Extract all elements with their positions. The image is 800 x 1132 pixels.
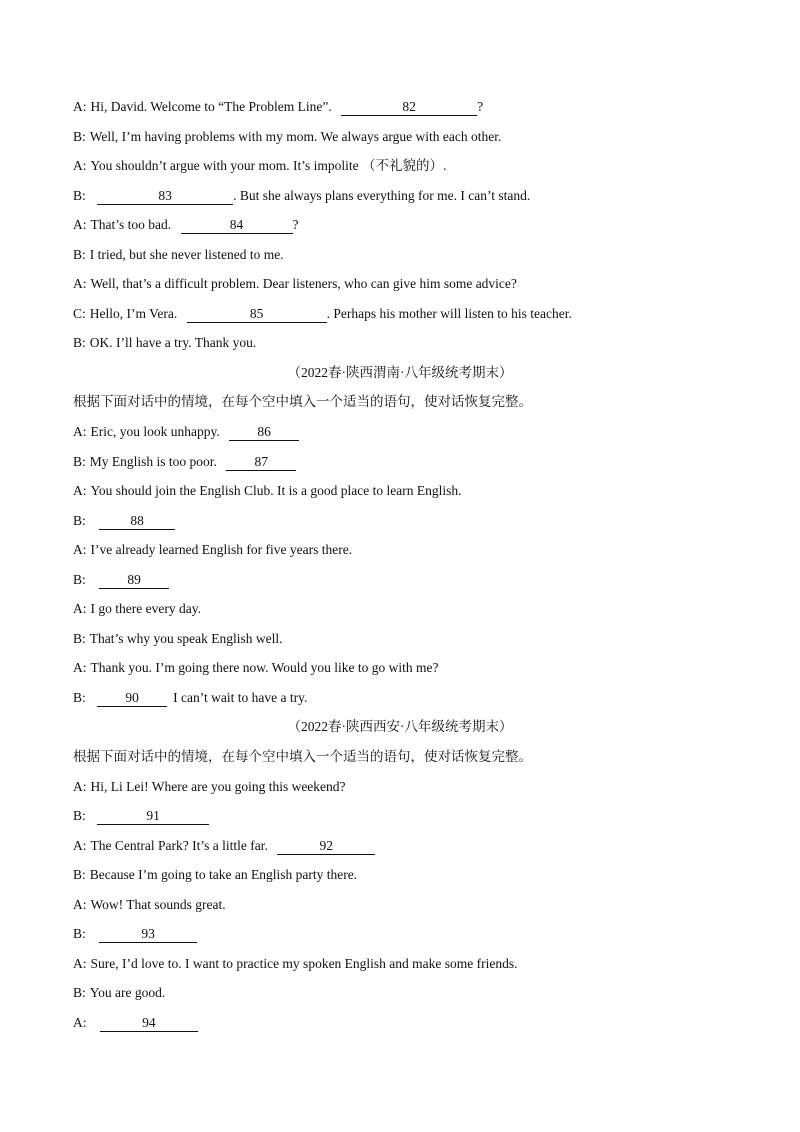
dialogue-line xyxy=(73,895,760,915)
dialogue-line xyxy=(73,1013,760,1033)
dialogue-line xyxy=(73,629,760,649)
line-text: Sure, I’d love to. I want to practice my spoken English and make some friends. xyxy=(90,956,518,971)
line-text: You shouldn’t argue with your mom. It’s impolite （不礼貌的）. xyxy=(90,158,447,173)
speaker-label: A: xyxy=(73,897,87,912)
dialogue-line xyxy=(73,688,760,708)
dialogue-line xyxy=(73,658,760,678)
speaker-label: A: xyxy=(73,779,87,794)
line-text-after: . Perhaps his mother will listen to his teacher. xyxy=(326,306,572,321)
line-text-after: . But she always plans everything for me. I can’t stand. xyxy=(233,188,531,203)
speaker-label: B: xyxy=(73,335,86,350)
dialogue-line xyxy=(73,215,760,235)
speaker-label: A: xyxy=(73,99,87,114)
speaker-label: B: xyxy=(73,808,86,823)
speaker-label: A: xyxy=(73,158,87,173)
line-text: I’ve already learned English for five years there. xyxy=(90,542,353,557)
speaker-label: A: xyxy=(73,217,87,232)
dialogue-line xyxy=(73,806,760,826)
dialogue-line xyxy=(73,570,760,590)
line-text: My English is too poor. xyxy=(89,454,217,469)
line-text: Well, I’m having problems with my mom. We always argue with each other. xyxy=(89,129,502,144)
answer-blank[interactable]: 89 xyxy=(99,572,169,589)
line-text: That’s why you speak English well. xyxy=(89,631,283,646)
speaker-label: B: xyxy=(73,867,86,882)
dialogue-line xyxy=(73,599,760,619)
dialogue-line xyxy=(73,127,760,147)
line-text: Hi, Li Lei! Where are you going this weekend? xyxy=(90,779,346,794)
answer-blank[interactable]: 87 xyxy=(226,454,296,471)
line-text: I tried, but she never listened to me. xyxy=(89,247,284,262)
dialogue-line xyxy=(73,274,760,294)
speaker-label: B: xyxy=(73,631,86,646)
dialogue-line xyxy=(73,245,760,265)
speaker-label: A: xyxy=(73,838,87,853)
line-text: Wow! That sounds great. xyxy=(90,897,226,912)
speaker-label: B: xyxy=(73,247,86,262)
dialogue-line xyxy=(73,777,760,797)
dialogue-line xyxy=(73,422,760,442)
speaker-label: B: xyxy=(73,690,86,705)
answer-blank[interactable]: 86 xyxy=(229,424,299,441)
line-text: The Central Park? It’s a little far. xyxy=(90,838,268,853)
speaker-label: A: xyxy=(73,542,87,557)
speaker-label: A: xyxy=(73,483,87,498)
line-text: Because I’m going to take an English party there. xyxy=(89,867,358,882)
speaker-label: A: xyxy=(73,660,87,675)
speaker-label: B: xyxy=(73,513,86,528)
speaker-label: A: xyxy=(73,956,87,971)
dialogue-line xyxy=(73,954,760,974)
speaker-label: B: xyxy=(73,572,86,587)
line-text-after: I can’t wait to have a try. xyxy=(173,690,308,705)
line-text: OK. I’ll have a try. Thank you. xyxy=(89,335,257,350)
dialogue-line xyxy=(73,540,760,560)
line-text: Hi, David. Welcome to “The Problem Line”. xyxy=(90,99,332,114)
answer-blank[interactable]: 83 xyxy=(97,188,233,205)
line-text: Eric, you look unhappy. xyxy=(90,424,220,439)
exam-source: （2022春·陕西西安·八年级统考期末） xyxy=(287,719,513,734)
speaker-label: A: xyxy=(73,424,87,439)
answer-blank[interactable]: 84 xyxy=(181,217,293,234)
answer-blank[interactable]: 91 xyxy=(97,808,209,825)
dialogue-line xyxy=(73,97,760,117)
speaker-label: A: xyxy=(73,1015,87,1030)
line-text-after: ? xyxy=(292,217,299,232)
dialogue-line xyxy=(73,924,760,944)
dialogue-line xyxy=(73,481,760,501)
line-text: Thank you. I’m going there now. Would you like to go with me? xyxy=(90,660,439,675)
line-text-after: ? xyxy=(477,99,484,114)
line-text: I go there every day. xyxy=(90,601,201,616)
dialogue-line xyxy=(73,511,760,531)
answer-blank[interactable]: 82 xyxy=(341,99,477,116)
dialogue-line xyxy=(73,452,760,472)
dialogue-line xyxy=(73,156,760,176)
dialogue-line xyxy=(73,865,760,885)
answer-blank[interactable]: 93 xyxy=(99,926,197,943)
answer-blank[interactable]: 92 xyxy=(277,838,375,855)
dialogue-line xyxy=(73,983,760,1003)
speaker-label: B: xyxy=(73,926,86,941)
line-text: You should join the English Club. It is a good place to learn English. xyxy=(90,483,462,498)
instruction: 根据下面对话中的情境，在每个空中填入一个适当的语句，使对话恢复完整。 xyxy=(73,749,532,764)
instruction: 根据下面对话中的情境，在每个空中填入一个适当的语句，使对话恢复完整。 xyxy=(73,394,532,409)
speaker-label: C: xyxy=(73,306,86,321)
speaker-label: B: xyxy=(73,129,86,144)
exam-source: （2022春·陕西渭南·八年级统考期末） xyxy=(287,365,513,380)
speaker-label: B: xyxy=(73,985,86,1000)
speaker-label: B: xyxy=(73,454,86,469)
dialogue-line xyxy=(73,186,760,206)
answer-blank[interactable]: 94 xyxy=(100,1015,198,1032)
line-text: Hello, I’m Vera. xyxy=(89,306,178,321)
answer-blank[interactable]: 85 xyxy=(187,306,327,323)
line-text: That’s too bad. xyxy=(90,217,172,232)
line-text: You are good. xyxy=(89,985,166,1000)
dialogue-line xyxy=(73,333,760,353)
dialogue-line xyxy=(73,304,760,324)
dialogue-line xyxy=(73,836,760,856)
speaker-label: A: xyxy=(73,276,87,291)
line-text: Well, that’s a difficult problem. Dear listeners, who can give him some advice? xyxy=(90,276,517,291)
answer-blank[interactable]: 88 xyxy=(99,513,175,530)
speaker-label: B: xyxy=(73,188,86,203)
answer-blank[interactable]: 90 xyxy=(97,690,167,707)
speaker-label: A: xyxy=(73,601,87,616)
